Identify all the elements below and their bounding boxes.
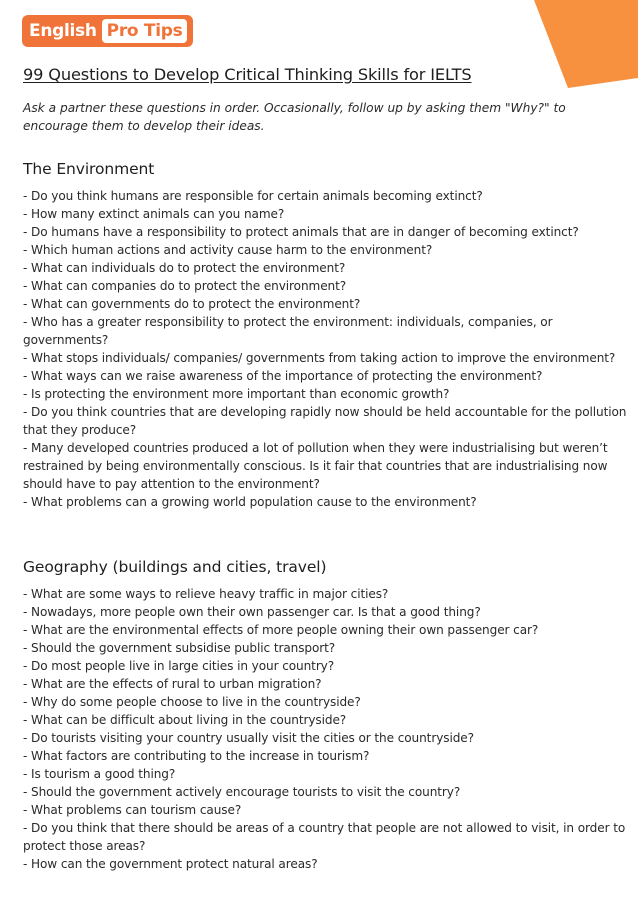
page-title: 99 Questions to Develop Critical Thinking Skills for IELTS	[23, 65, 472, 84]
question-item: - What are some ways to relieve heavy traffic in major cities?	[23, 587, 389, 601]
question-item: - Should the government actively encourage tourists to visit the country?	[23, 785, 461, 799]
question-list	[23, 187, 635, 511]
question-item: - Do you think countries that are developing rapidly now should be held accountable for the pollution that they produce?	[23, 405, 627, 437]
question-item: - What stops individuals/ companies/ governments from taking action to improve the environment?	[23, 351, 616, 365]
section-heading: The Environment	[23, 160, 155, 178]
logo-word-pro-tips: Pro Tips	[102, 19, 188, 43]
section-geography	[23, 558, 635, 873]
question-item: - Is protecting the environment more important than economic growth?	[23, 387, 450, 401]
logo-word-english: English	[29, 21, 97, 41]
english-pro-tips-logo	[22, 15, 193, 47]
question-item: - What can be difficult about living in the countryside?	[23, 713, 347, 727]
question-item: - What can individuals do to protect the environment?	[23, 261, 346, 275]
question-item: - Who has a greater responsibility to protect the environment: individuals, companies, or governments?	[23, 315, 553, 347]
question-item: - What can governments do to protect the environment?	[23, 297, 361, 311]
question-item: - How can the government protect natural areas?	[23, 857, 318, 871]
question-list	[23, 585, 635, 873]
question-item: - How many extinct animals can you name?	[23, 207, 285, 221]
question-item: - What ways can we raise awareness of the importance of protecting the environment?	[23, 369, 543, 383]
intro-text: Ask a partner these questions in order. Occasionally, follow up by asking them "Why?" to encourage them to develop their ideas.	[23, 101, 566, 133]
question-item: - Many developed countries produced a lot of pollution when they were industrialising but weren’t restrained by being environmentally conscious. Is it fair that countries that are industrialising now should have to pay attention to the environment?	[23, 441, 608, 491]
corner-decoration	[534, 0, 638, 88]
question-item: - What problems can tourism cause?	[23, 803, 242, 817]
question-item: - Do you think that there should be areas of a country that people are not allowed to visit, in order to protect those areas?	[23, 821, 626, 853]
question-item: - Is tourism a good thing?	[23, 767, 176, 781]
question-item: - Do you think humans are responsible for certain animals becoming extinct?	[23, 189, 483, 203]
section-heading: Geography (buildings and cities, travel)	[23, 558, 327, 576]
question-item: - What are the environmental effects of more people owning their own passenger car?	[23, 623, 539, 637]
section-environment	[23, 160, 635, 511]
question-item: - Do humans have a responsibility to protect animals that are in danger of becoming extinct?	[23, 225, 579, 239]
question-item: - Do most people live in large cities in your country?	[23, 659, 335, 673]
question-item: - What are the effects of rural to urban migration?	[23, 677, 322, 691]
question-item: - What problems can a growing world population cause to the environment?	[23, 495, 477, 509]
question-item: - Why do some people choose to live in the countryside?	[23, 695, 361, 709]
question-item: - Should the government subsidise public transport?	[23, 641, 336, 655]
question-item: - Nowadays, more people own their own passenger car. Is that a good thing?	[23, 605, 481, 619]
question-item: - Which human actions and activity cause harm to the environment?	[23, 243, 433, 257]
question-item: - What factors are contributing to the increase in tourism?	[23, 749, 370, 763]
question-item: - What can companies do to protect the environment?	[23, 279, 347, 293]
question-item: - Do tourists visiting your country usually visit the cities or the countryside?	[23, 731, 474, 745]
